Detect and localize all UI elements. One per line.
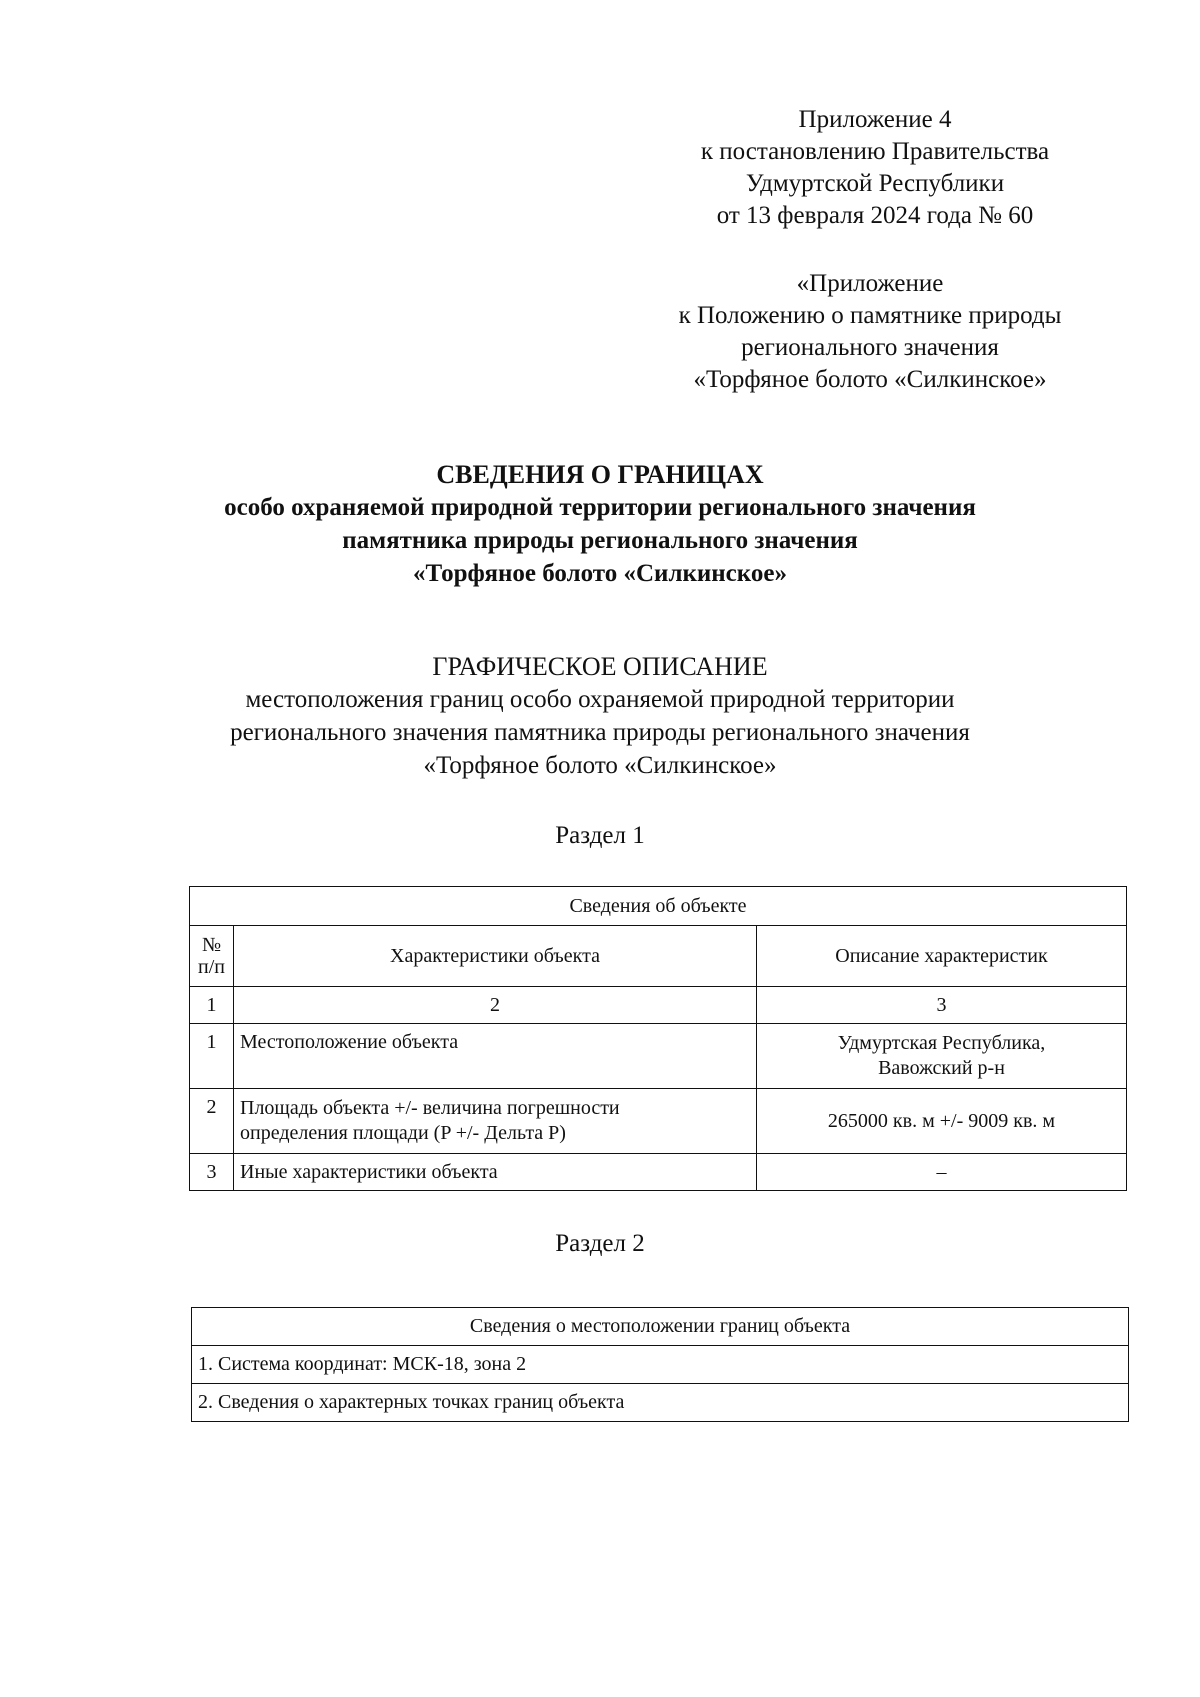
title-line1: СВЕДЕНИЯ О ГРАНИЦАХ (436, 460, 764, 489)
row-description (757, 1024, 1127, 1089)
graphic-title-line4: «Торфяное болото «Силкинское» (423, 752, 777, 779)
header-number: № п/п (190, 926, 234, 987)
table-row (190, 1024, 1127, 1089)
appendix-republic: Удмуртской Республики (745, 170, 1005, 197)
row-number: 3 (190, 1154, 234, 1191)
appendix-sub-line4: «Торфяное болото «Силкинское» (693, 366, 1047, 393)
appendix-sub-line1: «Приложение (796, 270, 944, 297)
table-row (190, 1154, 1127, 1191)
boundary-points: 2. Сведения о характерных точках границ объекта (192, 1384, 1129, 1422)
row-description: – (757, 1154, 1127, 1191)
appendix-date: от 13 февраля 2024 года № 60 (716, 202, 1034, 229)
table-title-row (190, 887, 1127, 926)
boundary-info-table (191, 1307, 1129, 1422)
appendix-number: Приложение 4 (798, 106, 952, 133)
index-cell-1: 1 (190, 987, 234, 1024)
row-characteristic (234, 1089, 757, 1154)
graphic-title-line1: ГРАФИЧЕСКОЕ ОПИСАНИЕ (432, 652, 768, 681)
appendix-sub-line2: к Положению о памятнике природы (678, 302, 1062, 329)
appendix-sub-line3: регионального значения (741, 334, 999, 361)
table-title: Сведения об объекте (190, 887, 1127, 926)
graphic-title-line3: регионального значения памятника природы регионального значения (230, 719, 970, 746)
row-number: 1 (190, 1024, 234, 1089)
table-header-row (190, 926, 1127, 987)
table-title-row (192, 1308, 1129, 1346)
title-line4: «Торфяное болото «Силкинское» (413, 560, 787, 587)
table-row (192, 1346, 1129, 1384)
object-info-table (189, 886, 1127, 1191)
table-row (192, 1384, 1129, 1422)
row-characteristic-line2: определения площади (P +/- Дельта P) (240, 1122, 566, 1144)
graphic-title-line2: местоположения границ особо охраняемой природной территории (245, 686, 955, 713)
section2-heading: Раздел 2 (555, 1230, 645, 1257)
row-description: 265000 кв. м +/- 9009 кв. м (757, 1089, 1127, 1154)
appendix-header (620, 104, 1130, 232)
table-row (190, 1089, 1127, 1154)
title-line3: памятника природы регионального значения (342, 527, 858, 554)
section1-heading: Раздел 1 (555, 822, 645, 849)
appendix-sub-header (600, 268, 1140, 396)
row-characteristic: Иные характеристики объекта (234, 1154, 757, 1191)
index-cell-3: 3 (757, 987, 1127, 1024)
graphic-description-title (100, 650, 1100, 782)
header-description: Описание характеристик (757, 926, 1127, 987)
appendix-resolution: к постановлению Правительства (700, 138, 1050, 165)
header-characteristic: Характеристики объекта (234, 926, 757, 987)
title-line2: особо охраняемой природной территории регионального значения (224, 494, 976, 521)
document-title (100, 458, 1100, 590)
index-cell-2: 2 (234, 987, 757, 1024)
row-description-line1: Удмуртская Республика, (837, 1032, 1046, 1054)
row-description-line2: Вавожский р-н (878, 1057, 1005, 1079)
row-characteristic: Местоположение объекта (234, 1024, 757, 1089)
row-characteristic-line1: Площадь объекта +/- величина погрешности (240, 1097, 620, 1119)
table-index-row (190, 987, 1127, 1024)
row-number: 2 (190, 1089, 234, 1154)
table-title: Сведения о местоположении границ объекта (192, 1308, 1129, 1346)
coordinate-system: 1. Система координат: МСК-18, зона 2 (192, 1346, 1129, 1384)
